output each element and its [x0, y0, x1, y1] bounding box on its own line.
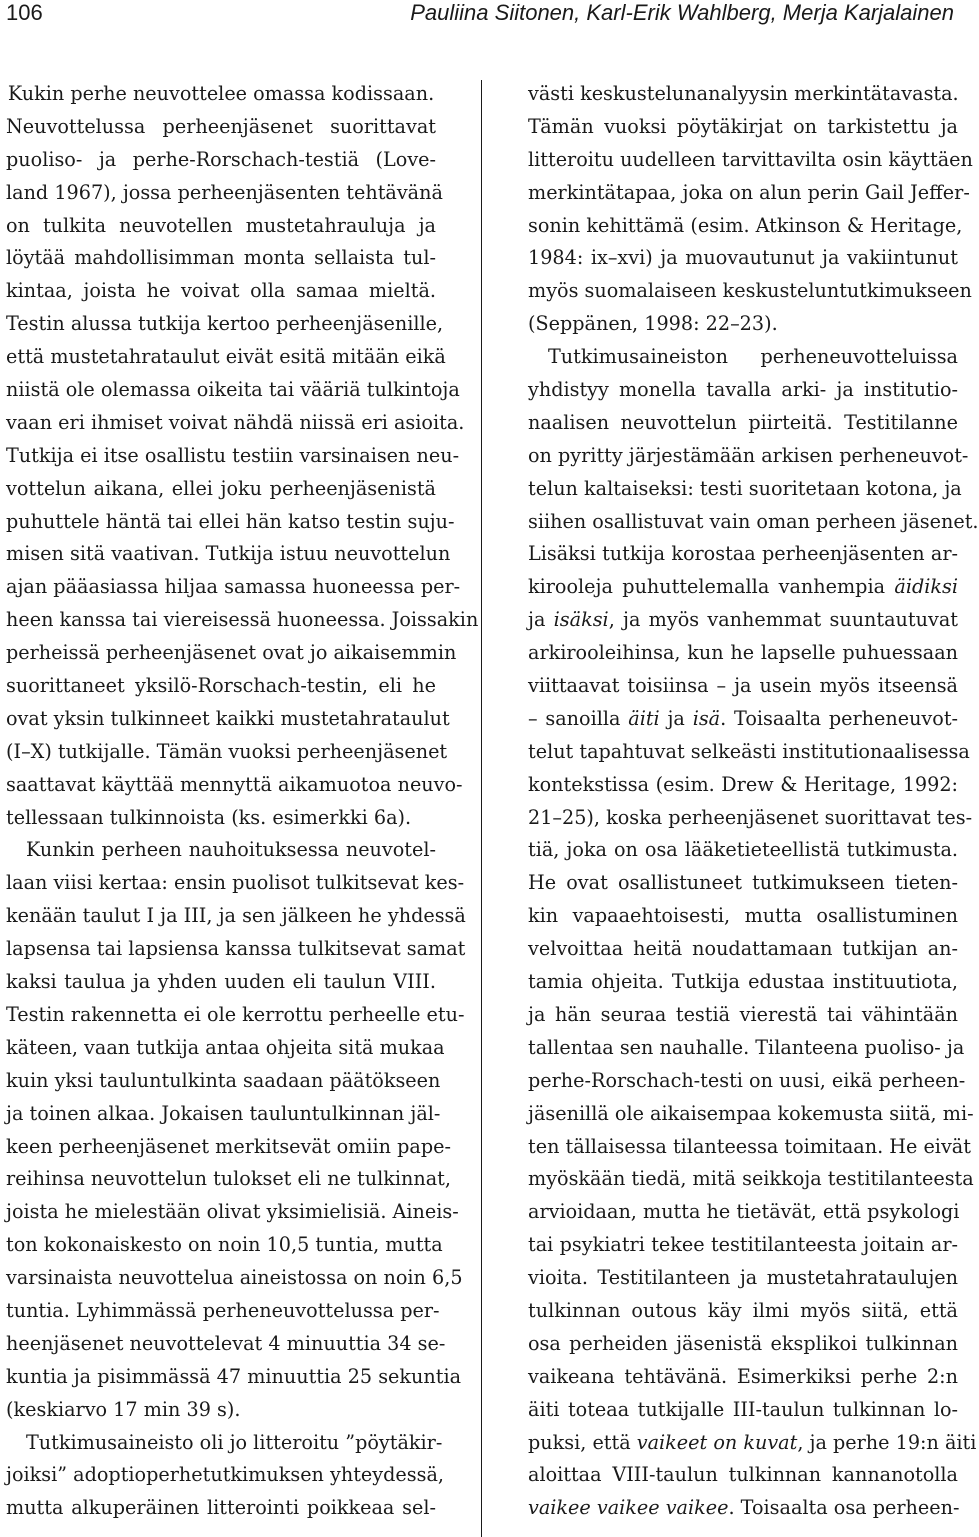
text-line: kontekstissa (esim. Drew & Heritage, 1992:	[528, 772, 958, 796]
text-line: että mustetahrataulut eivät esitä mitään eikä	[6, 345, 446, 369]
text-line: Testin rakennetta ei ole kerrottu perheelle etu-	[6, 1002, 465, 1026]
text-line: kaksi taulua ja yhden uuden eli taulun VIII.	[6, 970, 436, 994]
text-line: joiksi” adoptioperhetutkimuksen yhteydessä,	[6, 1463, 444, 1487]
text-line: perhe-Rorschach-testi on uusi, eikä perheen-	[528, 1068, 966, 1092]
text-line: tai psykiatri tekee testitilanteesta joitain ar-	[528, 1233, 958, 1257]
text-line: myös suomalaiseen keskusteluntutkimukseen	[528, 279, 972, 303]
text-line: mutta alkuperäinen litterointi poikkeaa sel-	[6, 1496, 436, 1520]
text-line: jäsenillä ole aikaisempaa kokemusta siitä, mi-	[528, 1101, 974, 1125]
text-line: puhuttele häntä tai ellei hän katso testin suju-	[6, 509, 455, 533]
text-line: He ovat osallistuneet tutkimukseen tieten-	[528, 871, 958, 895]
text-line: osa perheiden jäsenistä eksplikoi tulkinnan	[528, 1331, 958, 1355]
text-line: äiti toteaa tutkijalle III-taulun tulkinnan lo-	[528, 1397, 958, 1421]
text-line: suorittaneet yksilö-Rorschach-testin, eli he	[6, 674, 436, 698]
text-line: tuntia. Lyhimmässä perheneuvottelussa per-	[6, 1298, 440, 1322]
text-line: Tutkimusaineisto oli jo litteroitu ”pöytäkir-	[26, 1430, 443, 1454]
text-line: telun kaltaiseksi: testi suoritetaan kotona, ja	[528, 476, 962, 500]
text-line: Kukin perhe neuvottelee omassa kodissaan.	[7, 82, 435, 105]
text-line: ton kokonaiskesto on noin 10,5 tuntia, mutta	[6, 1233, 443, 1257]
text-line: merkintätapaa, joka on alun perin Gail Jeffer-	[528, 180, 970, 204]
text-line: joista he mielestään olivat yksimielisiä. Aineis-	[6, 1200, 459, 1224]
text-line: niistä ole olemassa oikeita tai vääriä tulkintoja	[6, 378, 460, 402]
text-line: heen kanssa tai viereisessä huoneessa. Joissakin	[6, 608, 479, 632]
text-line: puksi, että vaikeet on kuvat, ja perhe 19:n äiti	[528, 1430, 977, 1454]
text-line: keen perheenjäsenet merkitsevät omiin pape-	[6, 1134, 451, 1158]
text-line: ja isäksi, ja myös vanhemmat suuntautuvat	[528, 608, 958, 632]
text-line: (keskiarvo 17 min 39 s).	[6, 1397, 241, 1421]
left-text-column	[6, 78, 479, 1525]
text-line: käteen, vaan tutkija antaa ohjeita sitä mukaa	[6, 1035, 445, 1059]
text-line: kirooleja puhuttelemalla vanhempia äidiksi	[528, 575, 958, 599]
text-line: ten tällaisessa tilanteessa toimitaan. He eivät	[528, 1134, 971, 1158]
text-line: kuin yksi tauluntulkinta saadaan päätökseen	[6, 1068, 441, 1092]
running-head: Pauliina Siitonen, Karl-Erik Wahlberg, Merja Karjalainen	[410, 0, 954, 25]
text-line: vottelun aikana, ellei joku perheenjäsenistä	[6, 476, 436, 500]
text-line: Tutkimusaineiston perheneuvotteluissa	[548, 345, 958, 369]
text-line: litteroitu uudelleen tarvittavilta osin käyttäen	[528, 147, 973, 171]
text-line: siihen osallistuvat vain oman perheen jäsenet.	[528, 509, 979, 533]
text-line: viittaavat toisiinsa – ja usein myös itseensä	[528, 674, 958, 698]
text-line: ja toinen alkaa. Jokaisen tauluntulkinnan jäl-	[6, 1101, 441, 1125]
text-line: löytää mahdollisimman monta sellaista tul-	[6, 246, 436, 270]
text-line: Tämän vuoksi pöytäkirjat on tarkistettu ja	[528, 114, 958, 138]
page-header	[0, 0, 960, 30]
text-line: tamia ohjeita. Tutkija edustaa instituutiota,	[528, 970, 958, 994]
text-line: sonin kehittämä (esim. Atkinson & Heritage,	[528, 213, 963, 237]
text-line: velvoittaa heitä noudattamaan tutkijan an-	[528, 937, 958, 961]
text-line: on tulkita neuvotellen mustetahrauluja ja	[6, 213, 436, 237]
text-line: heenjäsenet neuvottelevat 4 minuuttia 34 se-	[6, 1331, 446, 1355]
text-line: arkirooleihinsa, kun he lapselle puhuessaan	[528, 641, 958, 665]
text-line: Testin alussa tutkija kertoo perheenjäsenille,	[6, 312, 444, 336]
text-line: tallentaa sen nauhalle. Tilanteena puoliso- ja	[528, 1035, 965, 1059]
text-line: aloittaa VIII-taulun tulkinnan kannanotolla	[528, 1463, 958, 1487]
text-line: vaan eri ihmiset voivat nähdä niissä eri asioita.	[6, 410, 465, 434]
text-line: yhdistyy monella tavalla arki- ja institutio-	[528, 378, 958, 402]
text-line: Lisäksi tutkija korostaa perheenjäsenten ar-	[528, 542, 958, 566]
text-line: – sanoilla äiti ja isä. Toisaalta perheneuvot-	[528, 706, 959, 730]
text-line: perheissä perheenjäsenet ovat jo aikaisemmin	[6, 641, 457, 665]
text-line: saattavat käyttää mennyttä aikamuotoa neuvo-	[6, 772, 463, 796]
column-divider	[481, 80, 482, 1537]
text-line: arvioidaan, mutta he tietävät, että psykologi	[528, 1200, 960, 1224]
text-line: Kunkin perheen nauhoituksessa neuvotel-	[26, 838, 436, 862]
text-line: puoliso- ja perhe-Rorschach-testiä (Love-	[6, 147, 436, 171]
text-line: myöskään tiedä, mitä seikkoja testitilanteesta	[528, 1167, 974, 1191]
text-line: kenään taulut I ja III, ja sen jälkeen he yhdessä	[6, 904, 466, 928]
text-line: Tutkija ei itse osallistu testiin varsinaisen neu-	[6, 443, 460, 467]
text-line: kintaa, joista he voivat olla samaa mieltä.	[6, 279, 436, 303]
text-line: telut tapahtuvat selkeästi institutionaalisessa	[528, 739, 970, 763]
text-line: varsinaista neuvottelua aineistossa on noin 6,5	[6, 1266, 463, 1290]
page-number: 106	[6, 0, 43, 25]
text-line: land 1967), jossa perheenjäsenten tehtävänä	[6, 180, 443, 204]
text-line: tellessaan tulkinnoista (ks. esimerkki 6a).	[6, 805, 412, 829]
text-line: Neuvottelussa perheenjäsenet suorittavat	[6, 114, 436, 138]
text-line: ja hän seuraa testiä vierestä tai vähintään	[528, 1002, 958, 1026]
text-line: 1984: ix–xvi) ja muovautunut ja vakiintunut	[528, 246, 958, 270]
text-line: naalisen neuvottelun piirteitä. Testitilanne	[528, 410, 958, 434]
text-line: västi keskustelunanalyysin merkintätavasta.	[528, 82, 959, 105]
text-line: misen sitä vaativan. Tutkija istuu neuvottelun	[6, 542, 451, 566]
text-line: laan viisi kertaa: ensin puolisot tulkitsevat kes-	[6, 871, 465, 895]
text-line: tiä, joka on osa lääketieteellistä tutkimusta.	[528, 838, 958, 862]
text-line: (I–X) tutkijalle. Tämän vuoksi perheenjäsenet	[6, 739, 448, 763]
right-text-column	[528, 78, 979, 1525]
text-line: kin vapaaehtoisesti, mutta osallistuminen	[528, 904, 958, 928]
text-line: (Seppänen, 1998: 22–23).	[528, 312, 778, 336]
text-line: vaikee vaikee vaikee. Toisaalta osa perheen-	[528, 1496, 960, 1520]
text-line: ajan pääasiassa hiljaa samassa huoneessa per-	[6, 575, 461, 599]
text-line: vaikeana tehtävänä. Esimerkiksi perhe 2:n	[528, 1364, 958, 1388]
text-line: 21–25), koska perheenjäsenet suorittavat tes-	[528, 805, 973, 829]
text-line: lapsensa tai lapsiensa kanssa tulkitsevat samat	[6, 937, 466, 961]
text-line: kuntia ja pisimmässä 47 minuuttia 25 sekuntia	[6, 1364, 462, 1388]
text-line: vioita. Testitilanteen ja mustetahrataulujen	[528, 1266, 958, 1290]
text-line: on pyritty järjestämään arkisen perheneuvot-	[528, 443, 969, 467]
text-line: ovat yksin tulkinneet kaikki mustetahrataulut	[6, 706, 450, 730]
text-line: tulkinnan outous käy ilmi myös siitä, että	[528, 1298, 958, 1322]
text-line: reihinsa neuvottelun tulokset eli ne tulkinnat,	[6, 1167, 451, 1191]
